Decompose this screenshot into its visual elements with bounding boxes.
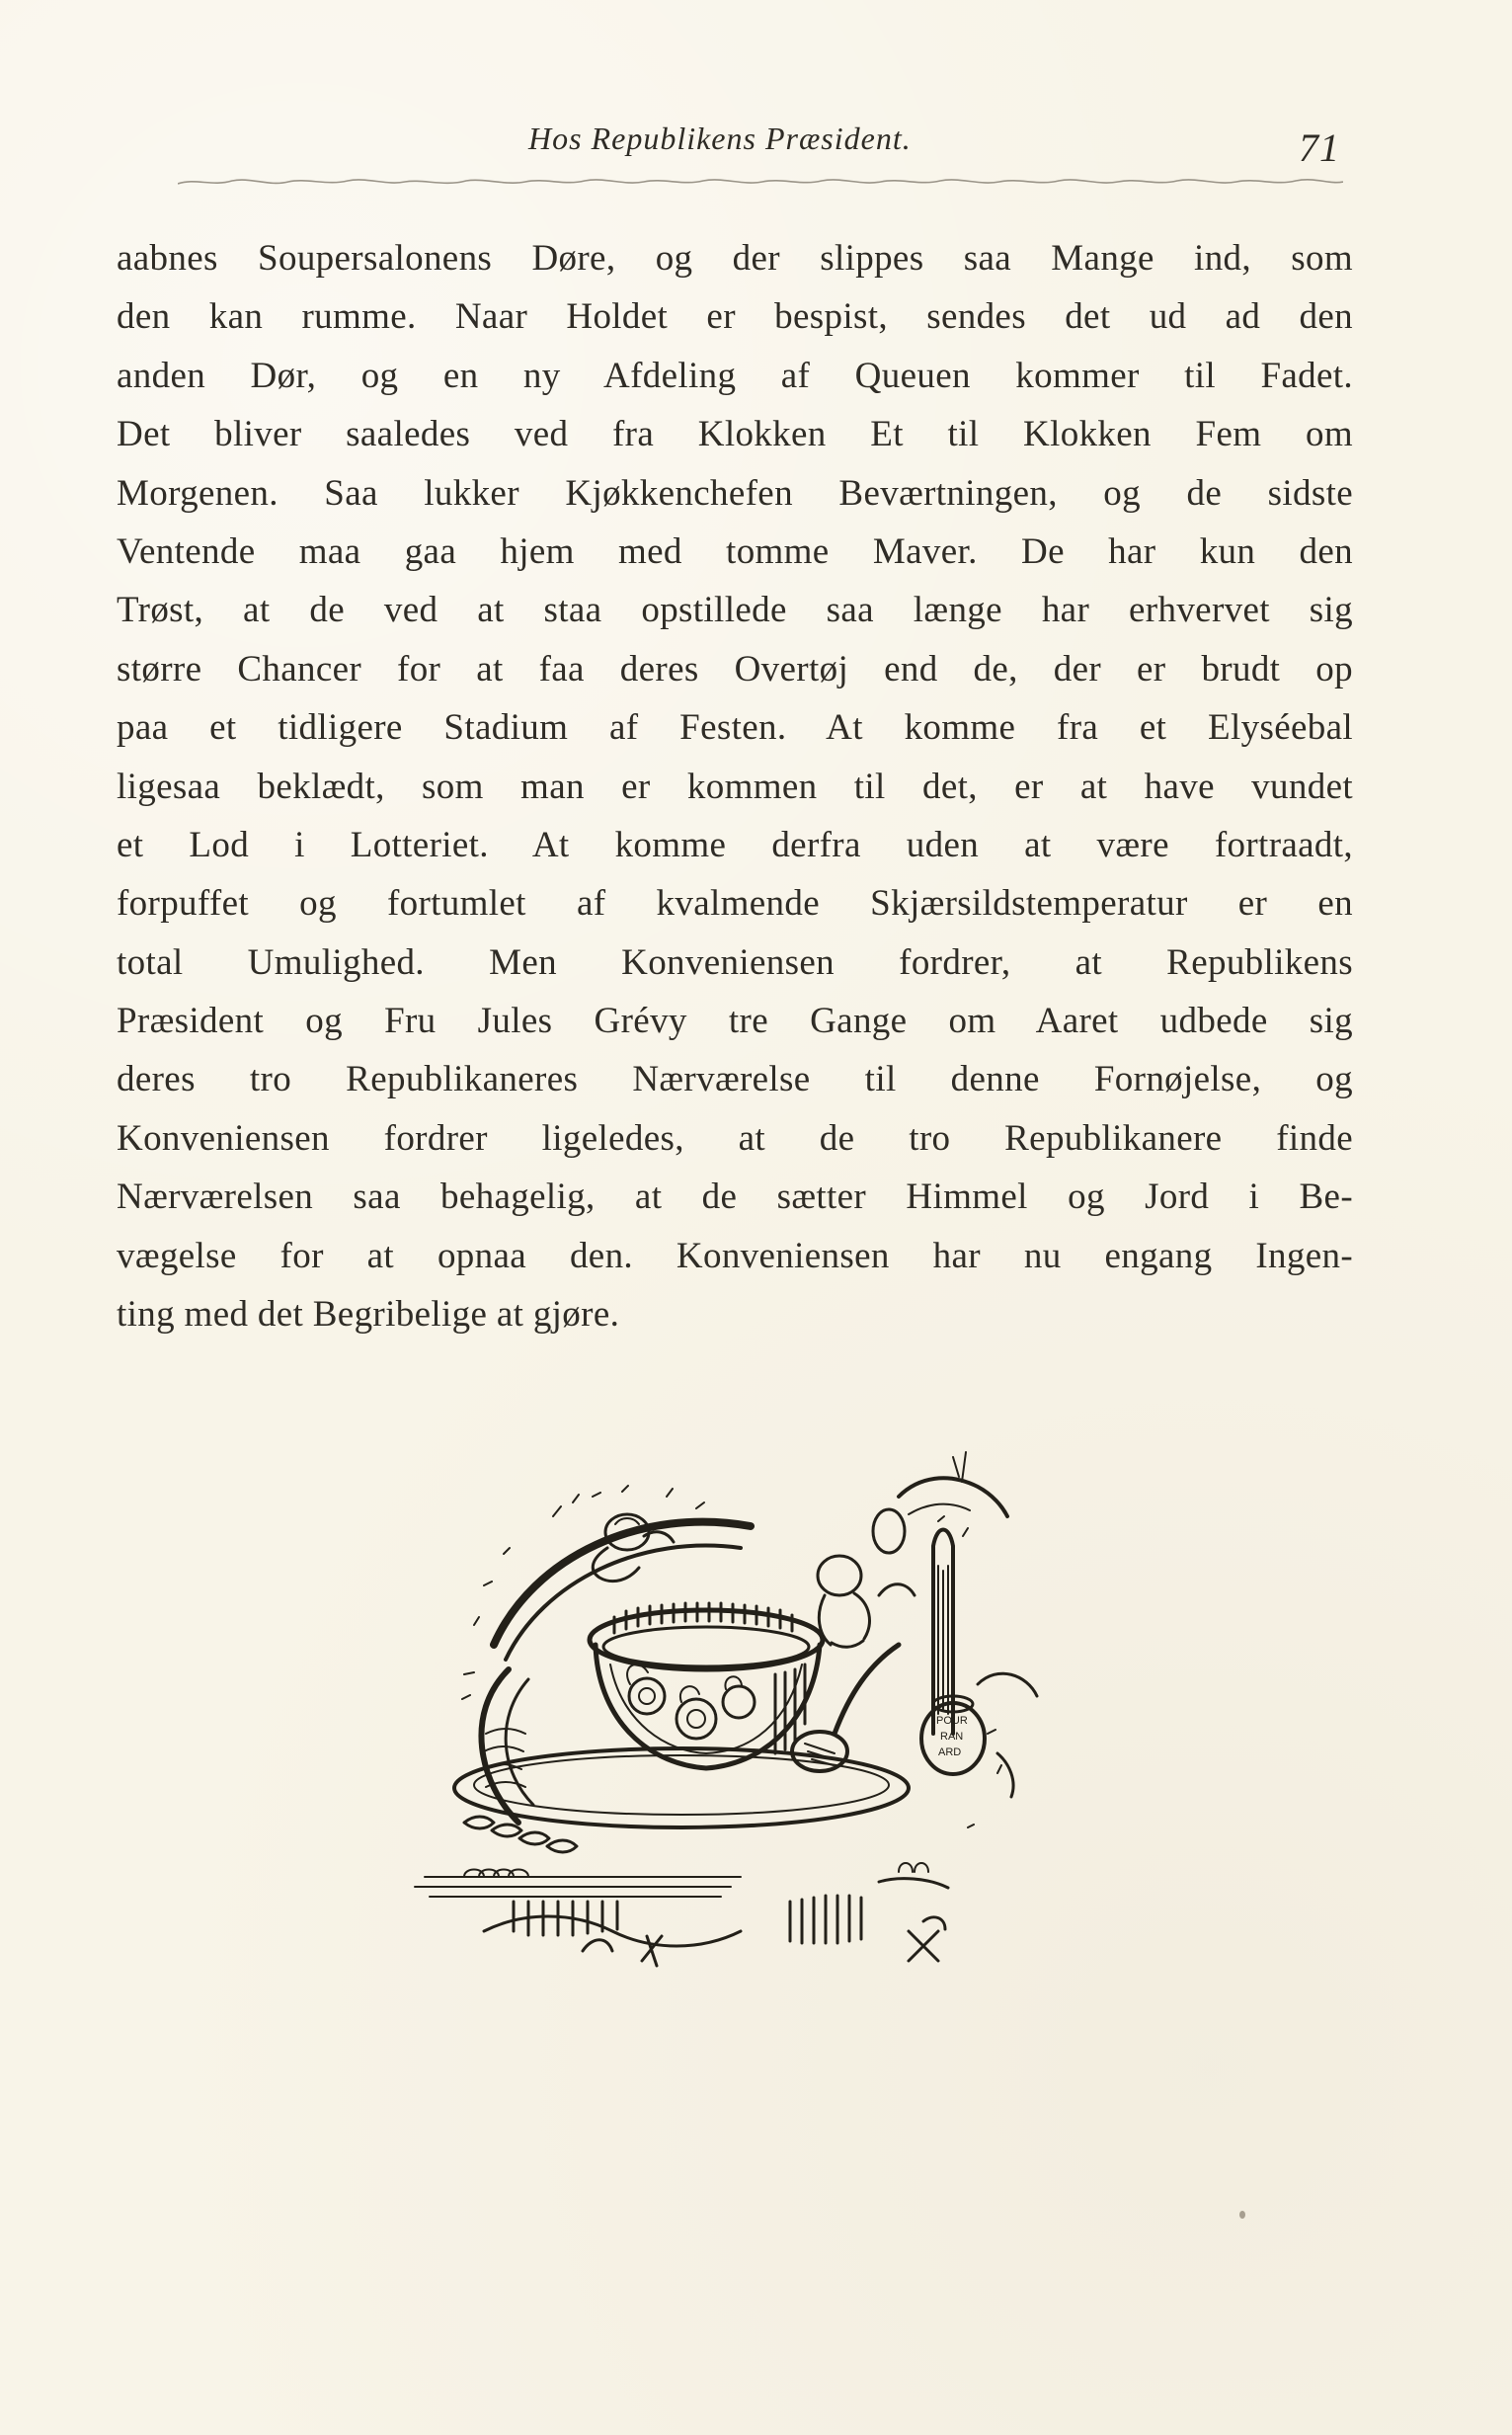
- text-line: Præsident og Fru Jules Grévy tre Gange om Aaret udbede sig: [117, 1001, 1353, 1042]
- text-line: anden Dør, og en ny Afdeling af Queuen kommer til Fadet.: [117, 355, 1353, 396]
- text-line: vægelse for at opnaa den. Konveniensen har nu engang Ingen-: [117, 1235, 1353, 1276]
- body-paragraph: [117, 229, 1353, 1343]
- text-line: Det bliver saaledes ved fra Klokken Et til Klokken Fem om: [117, 414, 1353, 455]
- running-head: [0, 121, 1512, 180]
- text-line: den kan rumme. Naar Holdet er bespist, sendes det ud ad den: [117, 296, 1353, 338]
- text-line: større Chancer for at faa deres Overtøj end de, der er brudt op: [117, 648, 1353, 690]
- text-line: paa et tidligere Stadium af Festen. At komme fra et Elyséebal: [117, 707, 1353, 749]
- text-line: aabnes Soupersalonens Døre, og der slippes saa Mange ind, som: [117, 238, 1353, 279]
- text-line: ting med det Begribelige at gjøre.: [117, 1294, 620, 1336]
- illustration-vignette: [385, 1437, 1067, 1990]
- text-line: ligesaa beklædt, som man er kommen til det, er at have vundet: [117, 766, 1353, 807]
- svg-text:RAN: RAN: [940, 1731, 964, 1743]
- svg-text:ARD: ARD: [938, 1746, 962, 1758]
- text-line: Nærværelsen saa behagelig, at de sætter Himmel og Jord i Be-: [117, 1177, 1353, 1218]
- text-line: et Lod i Lotteriet. At komme derfra uden at være fortraadt,: [117, 824, 1353, 865]
- svg-text:POUR: POUR: [936, 1715, 968, 1727]
- text-line: deres tro Republikaneres Nærværelse til denne Fornøjelse, og: [117, 1059, 1353, 1100]
- illustration-label: [936, 1715, 968, 1758]
- text-line: Konveniensen fordrer ligeledes, at de tro Republikanere finde: [117, 1117, 1353, 1159]
- text-line: forpuffet og fortumlet af kvalmende Skjærsildstemperatur er en: [117, 883, 1353, 925]
- running-title: Hos Republikens Præsident.: [528, 121, 912, 156]
- header-rule: [178, 176, 1343, 188]
- page-number: 71: [1299, 125, 1340, 170]
- ink-speck: [1239, 2211, 1245, 2219]
- text-line: Trøst, at de ved at staa opstillede saa længe har erhvervet sig: [117, 590, 1353, 631]
- text-line: total Umulighed. Men Konveniensen fordrer, at Republikens: [117, 941, 1353, 983]
- text-line: Morgenen. Saa lukker Kjøkkenchefen Beværtningen, og de sidste: [117, 472, 1353, 514]
- text-line: Ventende maa gaa hjem med tomme Maver. De har kun den: [117, 530, 1353, 572]
